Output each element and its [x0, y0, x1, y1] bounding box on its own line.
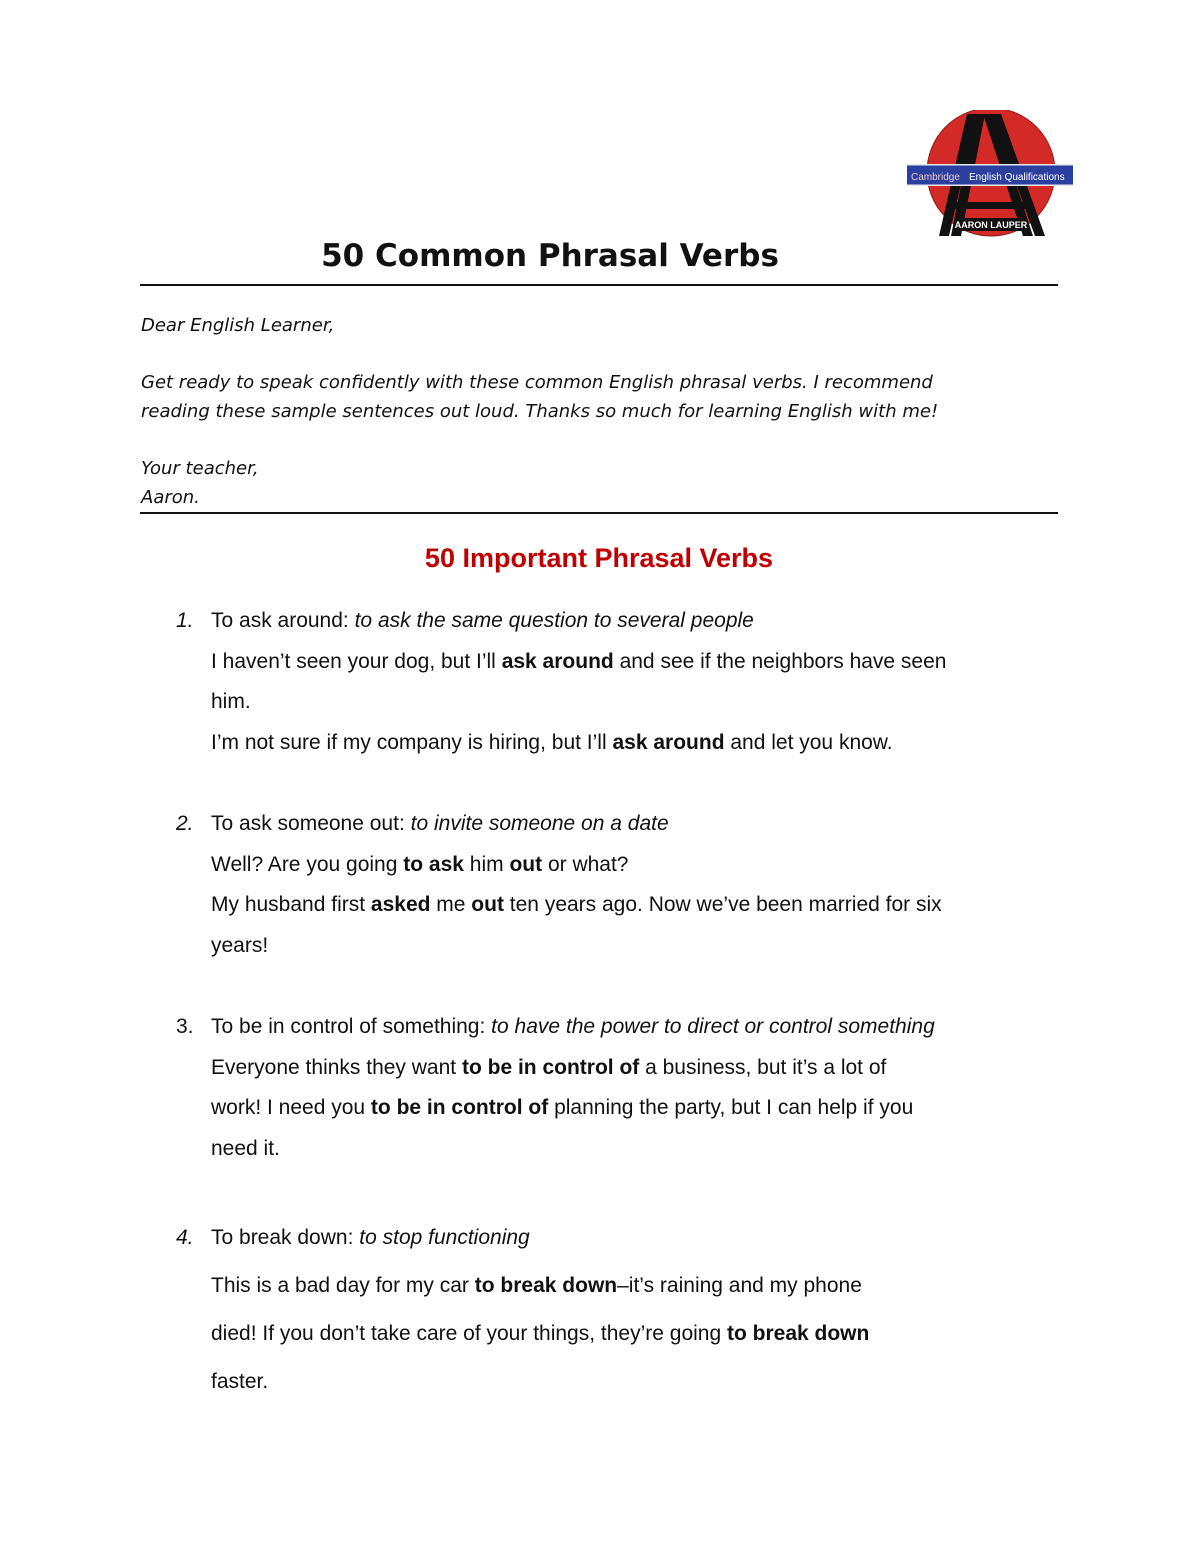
example-text: and let you know.: [724, 730, 893, 754]
example-highlight: to be in control of: [461, 1055, 640, 1079]
example-highlight: to break down: [726, 1322, 870, 1345]
example-sentence-continued: need it.: [211, 1136, 280, 1160]
item-heading: [211, 804, 1051, 845]
item-term: To be in control of something:: [211, 1015, 492, 1038]
example-text: This is a bad day for my car: [211, 1274, 475, 1297]
example-sentence-continued: years!: [211, 933, 269, 957]
example-sentence: [211, 1310, 1051, 1358]
example-sentence: [211, 885, 1051, 926]
item-heading: [211, 601, 1051, 642]
logo-cambridge-text: Cambridge: [911, 172, 960, 183]
example-highlight: to be in control of: [370, 1096, 549, 1119]
item-number: 4.: [176, 1226, 194, 1249]
example-text: work! I need you: [211, 1096, 371, 1119]
item-definition: to have the power to direct or control something: [491, 1015, 935, 1038]
example-text: Everyone thinks they want: [211, 1055, 462, 1079]
example-text: Well? Are you going: [211, 852, 404, 876]
example-text: I haven’t seen your dog, but I’ll: [211, 649, 502, 673]
item-term: To ask around:: [211, 609, 355, 632]
item-heading: [211, 1007, 1051, 1048]
example-text: planning the party, but I can help if you: [548, 1096, 914, 1119]
item-number: 1.: [176, 609, 194, 632]
example-text: me: [430, 893, 472, 916]
letter-line-2: reading these sample sentences out loud. Thanks so much for learning English with me!: [141, 401, 939, 422]
section-title: 50 Important Phrasal Verbs: [424, 543, 774, 573]
item-definition: to ask the same question to several people: [354, 609, 754, 632]
example-text: ten years ago. Now we’ve been married for six: [503, 893, 942, 916]
item-definition: to stop functioning: [359, 1226, 530, 1249]
example-text: him: [463, 852, 510, 876]
example-sentence: [211, 723, 1051, 764]
example-text: My husband first: [211, 893, 371, 916]
example-text: or what?: [542, 852, 629, 876]
example-sentence: [211, 1088, 1051, 1129]
example-sentence: [211, 845, 1051, 886]
example-highlight: ask around: [612, 730, 725, 754]
logo-name-text: AARON LAUPER: [954, 220, 1028, 230]
example-text: a business, but it’s a lot of: [639, 1055, 887, 1079]
example-sentence: [211, 1048, 1051, 1089]
example-highlight: ask around: [501, 649, 614, 673]
item-term: To break down:: [211, 1226, 360, 1249]
example-highlight: out: [509, 852, 543, 876]
example-text: –it’s raining and my phone: [617, 1274, 862, 1297]
example-highlight: to break down: [474, 1274, 618, 1297]
example-text: died! If you don’t take care of your things, they’re going: [211, 1322, 727, 1345]
item-heading: [211, 1214, 1051, 1262]
example-highlight: asked: [370, 893, 431, 916]
letter-greeting: Dear English Learner,: [141, 315, 335, 336]
item-number: 3.: [176, 1015, 194, 1038]
item-number: 2.: [176, 812, 194, 835]
example-sentence: [211, 642, 1051, 683]
example-sentence-continued: him.: [211, 690, 251, 713]
example-sentence: [211, 1262, 1051, 1310]
example-highlight: to ask: [403, 852, 464, 876]
logo-qualifications-text: English Qualifications: [969, 172, 1065, 183]
example-text: and see if the neighbors have seen: [613, 649, 947, 673]
example-text: I’m not sure if my company is hiring, but I’ll: [211, 730, 613, 754]
letter-signoff: Your teacher,: [141, 458, 259, 479]
item-term: To ask someone out:: [211, 812, 411, 835]
document-title: 50 Common Phrasal Verbs: [321, 238, 779, 274]
letter-line-1: Get ready to speak confidently with these common English phrasal verbs. I recommend: [141, 372, 933, 393]
item-definition: to invite someone on a date: [410, 812, 669, 835]
letter-author: Aaron.: [141, 487, 200, 508]
example-sentence-continued: faster.: [211, 1370, 269, 1393]
example-highlight: out: [471, 893, 504, 916]
